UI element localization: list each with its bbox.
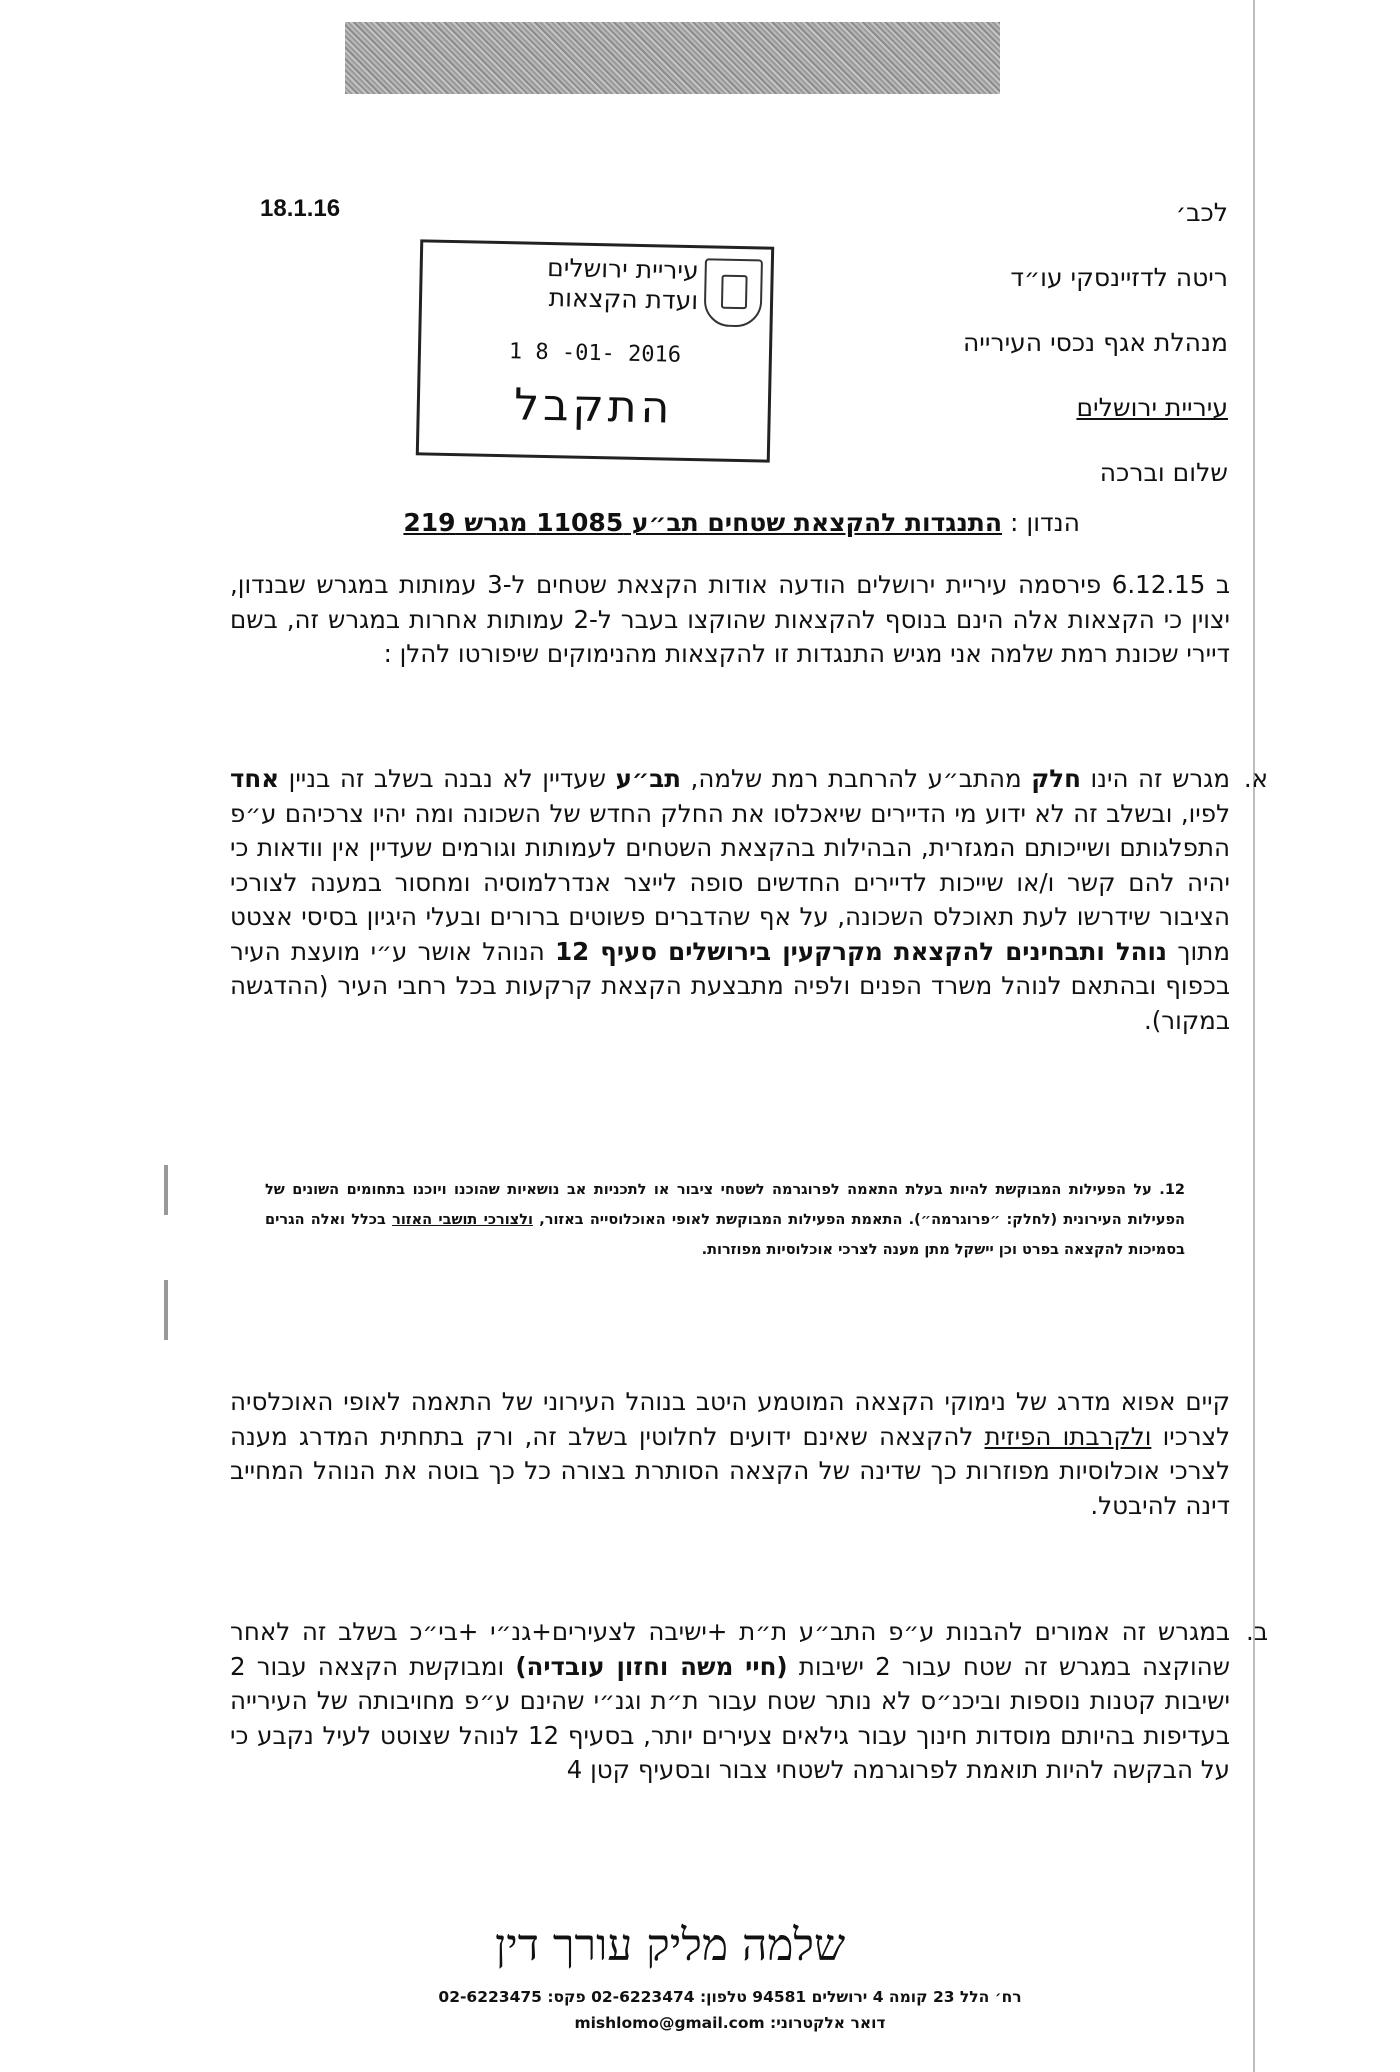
redacted-header-bar xyxy=(345,22,1000,94)
section-b xyxy=(230,1615,1268,1788)
hierarchy-text-2: להקצאה שאינם ידועים לחלוטין בשלב זה, ורק בתחתית המדרג מענה לצרכי אוכלוסיות מפוזרות כך שדינה של הקצאה הסותרת בצורה כל כך בוטה את הנוהל המחייב דינה להיבטל. xyxy=(230,1421,1230,1520)
section-a-text-1: מגרש זה הינו xyxy=(1090,764,1231,793)
hierarchy-text-1: קיים אפוא מדרג של נימוקי הקצאה המוטמע היטב בנוהל העירוני של התאמה לאופי האוכלסיה לצרכיו xyxy=(230,1387,1231,1451)
section-a-text-3: שעדיין לא נבנה בשלב זה בניין xyxy=(288,764,606,793)
hierarchy-underlined: ולקרבתו הפיזית xyxy=(984,1421,1152,1451)
letter-date: 18.1.16 xyxy=(260,195,341,222)
footer-address: רח׳ הלל 23 קומה 4 ירושלים 94581 טלפון: 02-6223474 פקס: 02-6223475 xyxy=(438,1988,1022,2006)
recipient-salutation: לכב׳ xyxy=(1175,198,1228,227)
scan-edge-line xyxy=(1253,0,1255,2072)
signature-letterhead: שלמה מליק עורך דין xyxy=(495,1920,846,1971)
margin-mark xyxy=(164,1280,168,1340)
clause-text-2: בכלל ואלה הגרים בסמיכות להקצאה בפרט וכן יישקל מתן מענה לצרכי אוכלוסיות מפוזרות. xyxy=(265,1212,1185,1258)
margin-mark xyxy=(164,1165,168,1215)
stamp-received-text: התקבל xyxy=(513,379,675,434)
section-a-bold-2: תב״ע xyxy=(615,764,681,793)
section-a-text-2: מהתב״ע להרחבת רמת שלמה, xyxy=(690,764,1022,793)
greeting: שלום וברכה xyxy=(1099,458,1228,487)
recipient-name: ריטה לדזיינסקי עו״ד xyxy=(1010,263,1228,292)
jerusalem-emblem-icon xyxy=(704,258,763,327)
quoted-clause-12 xyxy=(265,1175,1185,1265)
recipient-org: עיריית ירושלים xyxy=(1076,393,1228,422)
clause-text-1: 12. על הפעילות המבוקשת להיות בעלת התאמה לפרוגרמה לשטחי ציבור או לתכניות אב נושאיות שהוכנו ויוכנו בתחומים השונים של הפעילות העירונית (לחלק: ״פרוגרמה״). התאמת הפעילות המבוקשת לאופי האוכלוסייה באזור, xyxy=(265,1182,1185,1228)
stamp-title-line1: עיריית ירושלים xyxy=(546,252,700,286)
subject-label: הנדון : xyxy=(1010,508,1080,537)
section-a-bold-4: נוהל ותבחינים להקצאת מקרקעין בירושלים סעיף 12 xyxy=(555,936,1168,966)
recipient-block xyxy=(808,180,1228,505)
section-b-bold-1: (חיי משה וחזון עובדיה) xyxy=(515,1651,788,1681)
section-a-text-5: הנוהל אושר ע״י מועצת העיר בכפוף ובהתאם לנוהל משרד הפנים ולפיה מתבצעת הקצאת קרקעות בכל רחבי העיר (ההדגשה במקור). xyxy=(230,936,1230,1035)
subject-text: התנגדות להקצאת שטחים תב״ע 11085 מגרש 219 xyxy=(403,508,1003,537)
subject-line xyxy=(360,508,1080,537)
received-stamp xyxy=(416,239,774,462)
section-b-text-1: במגרש זה אמורים להבנות ע״פ התב״ע ת״ת +ישיבה לצעירים+גנ״י +בי״כ בשלב זה לאחר שהוקצה במגרש זה שטח עבור 2 ישיבות xyxy=(230,1617,1230,1681)
hierarchy-paragraph xyxy=(230,1385,1230,1523)
section-a-bold-1: חלק xyxy=(1031,764,1081,793)
clause-underlined: ולצורכי תושבי האזור xyxy=(392,1212,533,1228)
section-b-letter: ב. xyxy=(1246,1617,1268,1646)
intro-paragraph: ב 6.12.15 פירסמה עיריית ירושלים הודעה אודות הקצאת שטחים ל-3 עמותות במגרש שבנדון, יצוין כי הקצאות אלה הינם בנוסף להקצאות שהוקצו בעבר ל-2 עמותות אחרות במגרש זה, בשם דיירי שכונת רמת שלמה אני מגיש התנגדות זו להקצאות מהנימוקים שיפורטו להלן : xyxy=(230,570,1230,668)
section-a-letter: א. xyxy=(1243,764,1268,793)
stamp-title-line2: ועדת הקצאות xyxy=(548,283,699,316)
stamp-date: 1 8 -01- 2016 xyxy=(508,339,682,368)
section-a-bold-3: אחד xyxy=(230,764,280,793)
stamp-title xyxy=(433,251,699,317)
section-b-text-2: ומבוקשת הקצאה עבור 2 ישיבות קטנות נוספות וביכנ״ס לא נותר שטח עבור ת״ת וגנ״י שהינם ע״פ מחויבותה של העירייה בעדיפות בהיותם מוסדות חינוך עבור גילאים צעירים יותר, בסעיף 12 לנוהל שצוטט לעיל נקבע כי על הבקשה להיות תואמת לפרוגרמה לשטחי צבור ובסעיף קטן 4 xyxy=(230,1651,1230,1784)
recipient-role: מנהלת אגף נכסי העירייה xyxy=(962,328,1228,357)
section-a-text-4: לפיו, ובשלב זה לא ידוע מי הדיירים שיאכלסו את החלק החדש של השכונה ומה יהיו צרכיהם ע״פ התפלגותם ושייכותם המגזרית, הבהילות בהקצאת השטחים לעמותות וגורמים שעדיין אין וודאות כי יהיה להם קשר ו/או שייכות לדיירים החדשים סופה לייצר אנדרלמוסיה ומחסור במענה לצורכי הציבור שידרשו לעת תאוכלס השכונה, על אף שהדברים פשוטים ברורים ובעלי היגיון בסיסי אצטט מתוך xyxy=(230,798,1230,966)
section-a xyxy=(230,762,1268,1038)
footer-email: דואר אלקטרוני: mishlomo@gmail.com xyxy=(574,2014,886,2032)
